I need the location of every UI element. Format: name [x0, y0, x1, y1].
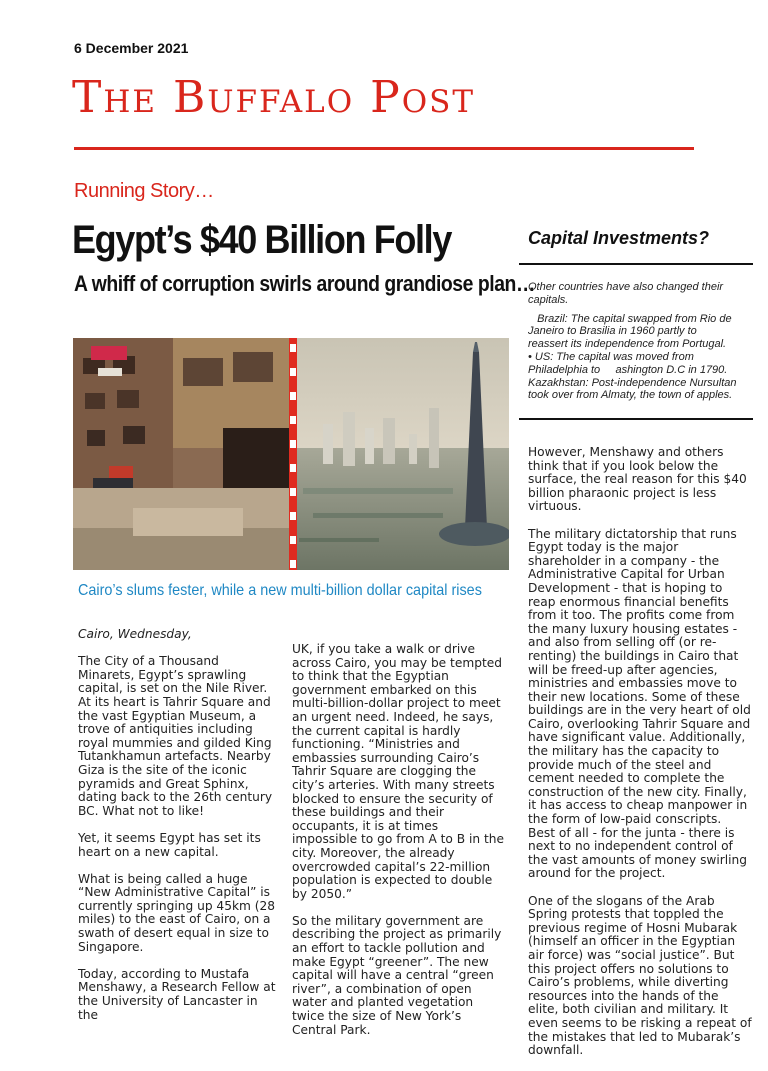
article-photo	[73, 338, 509, 570]
article-column-2	[292, 643, 506, 1051]
sidebar-line: Kazakhstan: Post-independence Nursultan	[528, 376, 737, 389]
paragraph: One of the slogans of the Arab Spring protests that toppled the previous regime of Hosni Mubarak (himself an officer in the Egyptian air force) was “social justice”. But this project offers no solutions to Cairo’s problems, while diverting resources into the hands of the elite, both civilian and military. It even seems to be risking a repeat of the mistakes that led to Mubarak’s downfall.	[528, 893, 752, 1058]
sidebar-title: Capital Investments?	[528, 228, 710, 248]
paragraph: Today, according to Mustafa Menshawy, a Research Fellow at the University of Lancaster in the	[78, 966, 276, 1022]
photo-illustration	[73, 338, 509, 570]
article-column-3	[528, 446, 752, 1071]
sidebar-line: Brazil: The capital swapped from Rio de	[528, 312, 732, 325]
sidebar-line: Philadelphia to ashington D.C in 1790.	[528, 363, 728, 376]
masthead-rule	[74, 147, 694, 150]
sidebar-rule-top	[519, 263, 753, 265]
paragraph: The military dictatorship that runs Egypt today is the major shareholder in a company - the Administrative Capital for Urban Development - that is hoping to reap enormous financial benefits from it too. The profits come from the many luxury housing estates - and also from selling off (or re-renting) the buildings in Cairo that will be freed-up after agencies, ministries and embassies move to their new locations. Some of these buildings are in the very heart of old Cairo, overlooking Tahrir Square and have significant value. Additionally, the military has the capacity to provide much of the steel and cement needed to complete the construction of the new city. Finally, it has access to cheap manpower in the form of low-paid conscripts. Best of all - for the junta - there is next to no independent control of the vast amounts of money swirling around for the project.	[528, 526, 751, 881]
sidebar-line: Other countries have also changed their	[528, 281, 724, 293]
sidebar-line: Janeiro to Brasilia in 1960 partly to	[528, 325, 697, 338]
paragraph: However, Menshawy and others think that if you look below the surface, the real reason for this $40 billion pharaonic project is less virtuous.	[528, 445, 747, 514]
kicker: Running Story…	[74, 180, 214, 202]
sidebar-rule-bottom	[519, 418, 753, 420]
paragraph: The City of a Thousand Minarets, Egypt’s sprawling capital, is set on the Nile River. At its heart is Tahrir Square and the vast Egyptian Museum, a trove of antiquities including royal mummies and gilded King Tutankhamun artefacts. Nearby Giza is the site of the iconic pyramids and Great Sphinx, dating back to the 26th century BC. What not to like!	[78, 654, 273, 818]
sidebar-line: reassert its independence from Portugal.	[528, 338, 727, 351]
photo-caption: Cairo’s slums fester, while a new multi-billion dollar capital rises	[78, 582, 482, 599]
issue-date: 6 December 2021	[74, 40, 189, 56]
sidebar-box	[528, 281, 752, 402]
paragraph: What is being called a huge “New Administrative Capital” is currently springing up 45km (28 miles) to the east of Cairo, on a swath of desert equal in size to Singapore.	[78, 871, 276, 954]
paragraph: So the military government are describing the project as primarily an effort to tackle pollution and make Egypt “greener”. The new capital will have a central “green river”, a combination of open water and planted vegetation twice the size of New York’s Central Park.	[292, 913, 502, 1037]
sidebar-line: • US: The capital was moved from	[528, 350, 694, 363]
article-column-1	[78, 628, 278, 1036]
sidebar-line: capitals.	[528, 293, 569, 306]
masthead: The Buffalo Post	[72, 72, 476, 123]
deck: A whiff of corruption swirls around grandiose plan…	[74, 271, 535, 296]
paragraph: Yet, it seems Egypt has set its heart on a new capital.	[78, 830, 261, 859]
sidebar-line: took over from Almaty, the town of apples.	[528, 389, 733, 402]
dateline: Cairo, Wednesday,	[78, 627, 192, 641]
paragraph: UK, if you take a walk or drive across Cairo, you may be tempted to think that the Egyptian government embarked on this multi-billion-dollar project to meet an urgent need. Indeed, he says, the current capital is hardly functioning. “Ministries and embassies surrounding Cairo’s Tahrir Square are clogging the city’s arteries. With many streets blocked to ensure the security of these buildings and their occupants, it is at times impossible to go from A to B in the city. Moreover, the already overcrowded capital’s 22-million population is expected to double by 2050.”	[292, 642, 504, 901]
headline: Egypt’s $40 Billion Folly	[72, 218, 452, 262]
